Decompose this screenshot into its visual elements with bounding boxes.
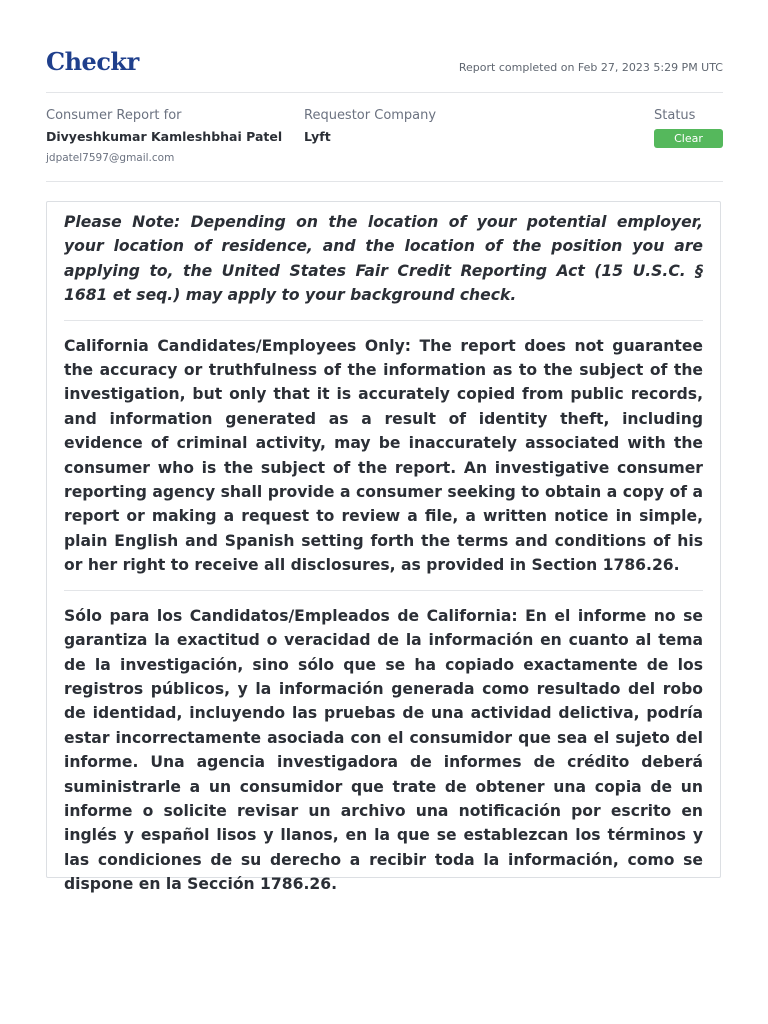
california-notice-english: California Candidates/Employees Only: The report does not guarantee the accuracy or truthfulness of the information as to the subject of the investigation, but only that it is accurately copied from public records, and information generated as a result of identity theft, including evidence of criminal activity, may be inaccurately associated with the consumer who is the subject of the report. An investigative consumer reporting agency shall provide a consumer seeking to obtain a copy of a report or making a request to review a file, a written notice in simple, plain English and Spanish setting forth the terms and conditions of his or her right to receive all disclosures, as provided in Section 1786.26. — [64, 336, 703, 575]
report-header — [46, 0, 723, 93]
report-meta — [46, 93, 723, 182]
fcra-note: Please Note: Depending on the location of your potential employer, your location of residence, and the location of the position you are applying to, the United States Fair Credit Reporting Act (15 U.S.C. § 1681 et seq.) may apply to your background check. — [64, 213, 703, 305]
notice-divider — [64, 320, 703, 321]
consumer-name: Divyeshkumar Kamleshbhai Patel — [46, 129, 283, 144]
consumer-email: jdpatel7597@gmail.com — [46, 152, 175, 164]
report-completed-timestamp: Report completed on Feb 27, 2023 5:29 PM UTC — [458, 61, 723, 74]
status-label: Status — [654, 108, 696, 123]
requestor-label: Requestor Company — [304, 108, 437, 123]
notice-divider — [64, 590, 703, 591]
report-page — [46, 0, 723, 894]
disclosure-notice-box — [46, 201, 721, 894]
checkr-logo: Checkr — [46, 47, 139, 76]
status-badge: Clear — [654, 129, 723, 148]
california-notice-spanish: Sólo para los Candidatos/Empleados de California: En el informe no se garantiza la exactitud o veracidad de la información en cuanto al tema de la investigación, sino sólo que se ha copiado exactamente de los registros públicos, y la información generada como resultado del robo de identidad, incluyendo las pruebas de una actividad delictiva, podría estar incorrectamente asociada con el consumidor que sea el sujeto del informe. Una agencia investigadora de informes de crédito deberá suministrarle a un consumidor que trate de obtener una copia de un informe o solicite revisar un archivo una notificación por escrito en inglés y español lisos y llanos, en la que se establezcan los términos y las condiciones de su derecho a recibir toda la información, como se dispone en la Sección 1786.26. — [64, 606, 703, 894]
requestor-name: Lyft — [304, 129, 331, 144]
consumer-label: Consumer Report for — [46, 108, 182, 123]
